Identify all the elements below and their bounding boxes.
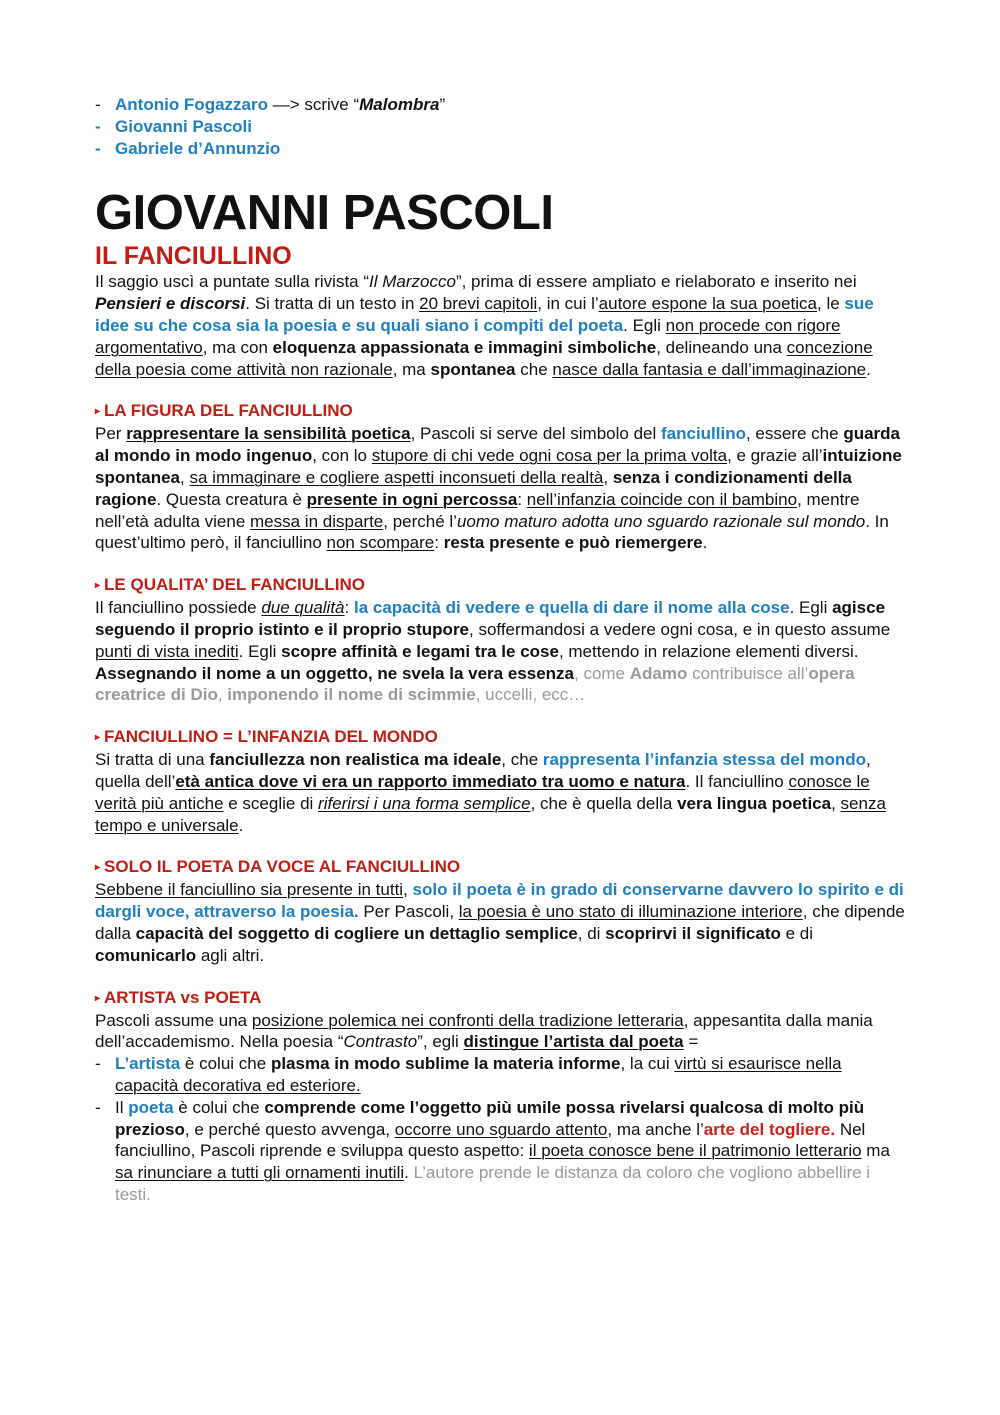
heading-poeta-voce: ▸ SOLO IL POETA DA VOCE AL FANCIULLINO — [95, 857, 461, 877]
paragraph-artista-poeta: Pascoli assume una posizione polemica nei confronti della tradizione letteraria, appesantita dalla mania dell’accademismo. Nella poesia “Contrasto”, egli distingue l’artista dal poeta = — [95, 1010, 873, 1052]
paragraph-figura: Per rappresentare la sensibilità poetica, Pascoli si serve del simbolo del fanciullino, essere che guarda al mondo in modo ingenuo, con lo stupore di chi vede ogni cosa per la prima volta, e grazie all’intuizione spontanea, sa immaginare e cogliere aspetti inconsueti della realtà, senza i condizionamenti della ragione. Questa creatura è presente in ogni percossa: nell’infanzia coincide con il bambino, mentre nell’età adulta viene messa in disparte, perché l’uomo maturo adotta uno sguardo razionale sul mondo. In quest’ultimo però, il fanciullino non scompare: resta presente e può riemergere. — [95, 424, 902, 553]
heading-infanzia-mondo: ▸ FANCIULLINO = L’INFANZIA DEL MONDO — [95, 727, 438, 747]
section-title: IL FANCIULLINO — [95, 242, 292, 271]
artist-poet-list — [95, 1053, 905, 1206]
triangle-icon: ▸ — [95, 732, 101, 744]
triangle-icon: ▸ — [95, 580, 101, 592]
heading-figura: ▸ LA FIGURA DEL FANCIULLINO — [95, 401, 353, 421]
list-item: - L’artista è colui che plasma in modo sublime la materia informe, la cui virtù si esaurisce nella capacità decorativa ed esteriore. — [95, 1054, 842, 1095]
paragraph-qualita: Il fanciullino possiede due qualità: la capacità di vedere e quella di dare il nome alla cose. Egli agisce seguendo il proprio istinto e il proprio stupore, soffermandosi a vedere ogni cosa, e in questo assume punti di vista inediti. Egli scopre affinità e legami tra le cose, mettendo in relazione elementi diversi. Assegnando il nome a un oggetto, ne svela la vera essenza, come Adamo contribuisce all’opera creatrice di Dio, imponendo il nome di scimmie, uccelli, ecc… — [95, 598, 891, 705]
list-item: - Il poeta è colui che comprende come l’oggetto più umile possa rivelarsi qualcosa di molto più prezioso, e perché questo avvenga, occorre uno sguardo attento, ma anche l’arte del togliere. Nel fanciullino, Pascoli riprende e sviluppa questo aspetto: il poeta conosce bene il patrimonio letterario ma sa rinunciare a tutti gli ornamenti inutili. L’autore prende le distanza da coloro che vogliono abbellire i testi. — [95, 1097, 890, 1204]
dash-bullet: - — [95, 1097, 101, 1117]
author-list — [95, 94, 905, 159]
paragraph-poeta-voce: Sebbene il fanciullino sia presente in tutti, solo il poeta è in grado di conservarne davvero lo spirito e di dargli voce, attraverso la poesia. Per Pascoli, la poesia è uno stato di illuminazione interiore, che dipende dalla capacità del soggetto di cogliere un dettaglio semplice, di scoprirvi il significato e di comunicarlo agli altri. — [95, 880, 905, 965]
heading-artista-poeta: ▸ ARTISTA vs POETA — [95, 987, 262, 1007]
dash-bullet: - — [95, 116, 101, 136]
triangle-icon: ▸ — [95, 406, 101, 418]
intro-paragraph: Il saggio uscì a puntate sulla rivista “Il Marzocco”, prima di essere ampliato e rielaborato e inserito nei Pensieri e discorsi. Si tratta di un testo in 20 brevi capitoli, in cui l’autore espone la sua poetica, le sue idee su che cosa sia la poesia e su quali siano i compiti del poeta. Egli non procede con rigore argomentativo, ma con eloquenza appassionata e immagini simboliche, delineando una concezione della poesia come attività non razionale, ma spontanea che nasce dalla fantasia e dall’immaginazione. — [95, 272, 874, 379]
triangle-icon: ▸ — [95, 862, 101, 874]
dash-bullet: - — [95, 138, 101, 158]
dash-bullet: - — [95, 1054, 101, 1074]
dash-bullet: - — [95, 95, 101, 114]
paragraph-infanzia-mondo: Si tratta di una fanciullezza non realistica ma ideale, che rappresenta l’infanzia stessa del mondo, quella dell’età antica dove vi era un rapporto immediato tra uomo e natura. Il fanciullino conosce le verità più antiche e sceglie di riferirsi i una forma semplice, che è quella della vera lingua poetica, senza tempo e universale. — [95, 750, 886, 835]
heading-qualita: ▸ LE QUALITA’ DEL FANCIULLINO — [95, 575, 366, 595]
triangle-icon: ▸ — [95, 992, 101, 1004]
list-item: - Gabriele d’Annunzio — [95, 138, 281, 158]
list-item: - Antonio Fogazzaro —> scrive “Malombra” — [95, 95, 446, 114]
list-item: - Giovanni Pascoli — [95, 116, 252, 136]
page-title: GIOVANNI PASCOLI — [95, 186, 554, 241]
